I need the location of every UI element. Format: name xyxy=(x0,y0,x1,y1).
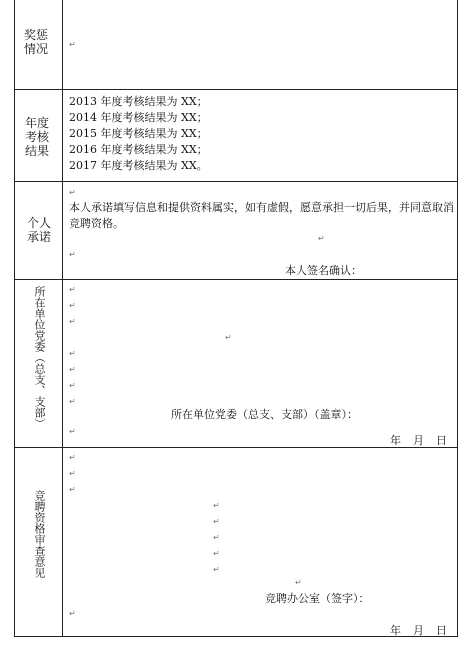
commitment-content-cell[interactable] xyxy=(63,182,457,279)
paragraph-mark: ↵ xyxy=(69,609,76,618)
qualification-review-content-cell[interactable] xyxy=(63,448,457,637)
awards-row xyxy=(15,0,457,90)
review-2015: 2015 年度考核结果为 XX； xyxy=(69,127,208,140)
paragraph-mark: ↵ xyxy=(295,578,302,587)
signature-confirmation-label: 本人签名确认： xyxy=(285,264,362,277)
application-form-table xyxy=(14,0,458,637)
review-2013: 2013 年度考核结果为 XX； xyxy=(69,95,208,108)
paragraph-mark: ↵ xyxy=(318,234,325,243)
commitment-text: 本人承诺填写信息和提供资料属实，如有虚假，愿意承担一切后果，并同意取消竞聘资格。 xyxy=(69,201,454,230)
paragraph-mark: ↵ xyxy=(69,40,76,49)
paragraph-mark: ↵ xyxy=(69,427,76,436)
date-year: 年 xyxy=(390,434,401,447)
annual-review-row xyxy=(15,90,457,182)
date-day: 日 xyxy=(436,434,447,447)
paragraph-mark: ↵ xyxy=(69,485,76,494)
party-committee-label: 所在单位党委（总支、支部） xyxy=(33,286,46,429)
paragraph-mark: ↵ xyxy=(69,188,76,197)
paragraph-mark: ↵ xyxy=(69,469,76,478)
qualification-review-label: 竞聘资格审查意见 xyxy=(33,490,46,578)
annual-review-label: 年度考核结果 xyxy=(25,116,50,158)
paragraph-mark: ↵ xyxy=(213,533,220,542)
party-committee-content-cell[interactable] xyxy=(63,280,457,447)
review-2017: 2017 年度考核结果为 XX。 xyxy=(69,159,208,172)
paragraph-mark: ↵ xyxy=(69,285,76,294)
commitment-label: 个人承诺 xyxy=(27,216,52,244)
party-committee-row xyxy=(15,280,457,448)
annual-review-content-cell[interactable] xyxy=(63,90,457,181)
party-committee-stamp-label: 所在单位党委（总支、支部）（盖章）： xyxy=(171,408,358,421)
paragraph-mark: ↵ xyxy=(69,317,76,326)
review-2016: 2016 年度考核结果为 XX； xyxy=(69,143,208,156)
paragraph-mark: ↵ xyxy=(69,381,76,390)
paragraph-mark: ↵ xyxy=(69,301,76,310)
paragraph-mark: ↵ xyxy=(69,349,76,358)
awards-label-cell xyxy=(15,0,63,89)
annual-review-label-cell xyxy=(15,90,63,181)
awards-content-cell[interactable] xyxy=(63,0,457,89)
qualification-review-label-cell xyxy=(15,448,63,637)
recruitment-office-signature-label: 竞聘办公室（签字）： xyxy=(265,592,370,605)
paragraph-mark: ↵ xyxy=(213,549,220,558)
qualification-review-row xyxy=(15,448,457,637)
paragraph-mark: ↵ xyxy=(213,501,220,510)
party-committee-date xyxy=(378,432,447,448)
date-day: 日 xyxy=(436,624,447,637)
qualification-review-date xyxy=(378,622,447,638)
awards-label: 奖惩情况 xyxy=(24,28,49,56)
commitment-label-cell xyxy=(15,182,63,279)
date-month: 月 xyxy=(413,434,424,447)
paragraph-mark: ↵ xyxy=(69,397,76,406)
paragraph-mark: ↵ xyxy=(225,333,232,342)
paragraph-mark: ↵ xyxy=(69,250,76,259)
commitment-row xyxy=(15,182,457,280)
paragraph-mark: ↵ xyxy=(69,365,76,374)
review-2014: 2014 年度考核结果为 XX； xyxy=(69,111,208,124)
paragraph-mark: ↵ xyxy=(213,565,220,574)
paragraph-mark: ↵ xyxy=(213,517,220,526)
date-month: 月 xyxy=(413,624,424,637)
date-year: 年 xyxy=(390,624,401,637)
paragraph-mark: ↵ xyxy=(69,453,76,462)
party-committee-label-cell xyxy=(15,280,63,447)
